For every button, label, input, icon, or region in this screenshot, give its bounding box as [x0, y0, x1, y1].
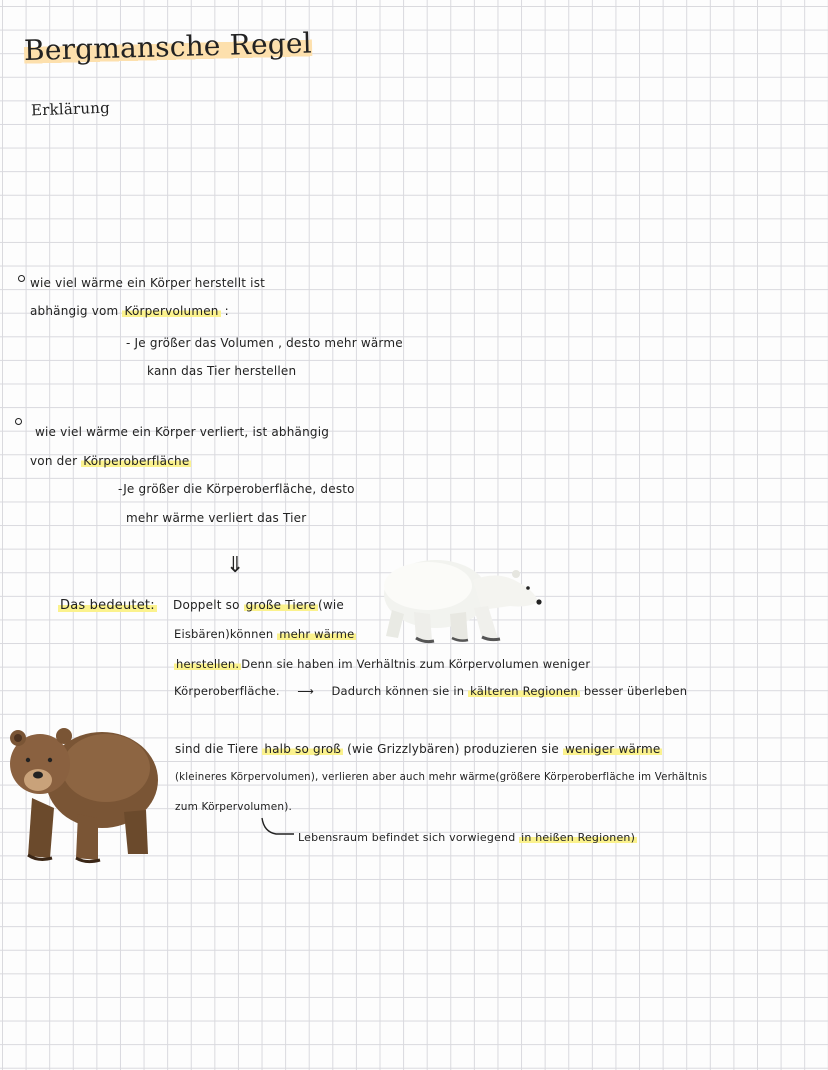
meaning-label — [58, 598, 157, 613]
polar-bear-image — [378, 542, 543, 652]
bullet-icon — [15, 418, 22, 425]
keyword-weniger-waerme: weniger wärme — [564, 742, 661, 756]
small-line2: (kleineres Körpervolumen), verlieren aber auch mehr wärme(größere Körperoberfläche im Verhältnis — [175, 772, 708, 783]
section2-line1: wie viel wärme ein Körper verliert, ist abhängig — [35, 425, 330, 439]
keyword-grosse-tiere: große Tiere — [245, 598, 316, 612]
section1-line2 — [30, 304, 229, 318]
meaning-line3 — [174, 657, 590, 671]
small-line1 — [175, 742, 662, 756]
keyword-herstellen: herstellen. — [176, 657, 240, 671]
section2-sub2: mehr wärme verliert das Tier — [126, 511, 307, 525]
keyword-koerperoberflaeche: Körperoberfläche — [83, 454, 190, 468]
section1-line2-prefix: abhängig vom — [30, 304, 119, 318]
bullet-icon — [18, 275, 25, 282]
meaning-l2-prefix: Eisbären)können — [174, 627, 274, 641]
meaning-l4-prefix: Körperoberfläche. — [174, 684, 280, 698]
keyword-halb-so-gross: halb so groß — [264, 742, 342, 756]
small-l4-prefix: Lebensraum befindet sich vorwiegend — [298, 831, 516, 844]
section1-line2-suffix: : — [224, 304, 229, 318]
arrow-down-icon: ⇓ — [226, 553, 245, 578]
section2-line2-prefix: von der — [30, 454, 78, 468]
meaning-line2 — [174, 627, 356, 641]
section2-sub1: -Je größer die Körperoberfläche, desto — [118, 482, 355, 496]
small-line4 — [298, 831, 637, 844]
small-l1-prefix: sind die Tiere — [175, 742, 259, 756]
meaning-label-text: Das bedeutet: — [60, 598, 155, 613]
page-title — [22, 26, 335, 67]
meaning-l4-middle: Dadurch können sie in — [331, 684, 465, 698]
arrow-right-icon: ⟶ — [297, 684, 314, 698]
meaning-line1 — [173, 598, 344, 612]
meaning-line4 — [174, 684, 687, 698]
meaning-l4-suffix: besser überleben — [583, 684, 688, 698]
meaning-l3-suffix: Denn sie haben im Verhältnis zum Körpervolumen weniger — [241, 657, 591, 671]
keyword-heisse-regionen: in heißen Regionen) — [521, 831, 636, 844]
small-line3: zum Körpervolumen). — [175, 801, 293, 813]
section1-sub2: kann das Tier herstellen — [147, 364, 297, 378]
subtitle: Erklärung — [30, 98, 111, 120]
keyword-mehr-waerme: mehr wärme — [279, 627, 355, 641]
hook-arrow-icon — [258, 816, 298, 838]
section1-line1: wie viel wärme ein Körper herstellt ist — [30, 276, 266, 290]
meaning-l1-suffix: (wie — [318, 598, 345, 612]
keyword-koerpervolumen: Körpervolumen — [124, 304, 219, 318]
meaning-l1-prefix: Doppelt so — [173, 598, 240, 612]
page-title-text: Bergmansche Regel — [23, 26, 313, 68]
small-l1-mid: (wie Grizzlybären) produzieren sie — [347, 742, 559, 756]
keyword-kaeltere-regionen: kälteren Regionen — [470, 684, 578, 698]
grizzly-bear-image — [6, 718, 162, 866]
section1-sub1: - Je größer das Volumen , desto mehr wärme — [126, 336, 403, 350]
section2-line2 — [30, 454, 191, 468]
